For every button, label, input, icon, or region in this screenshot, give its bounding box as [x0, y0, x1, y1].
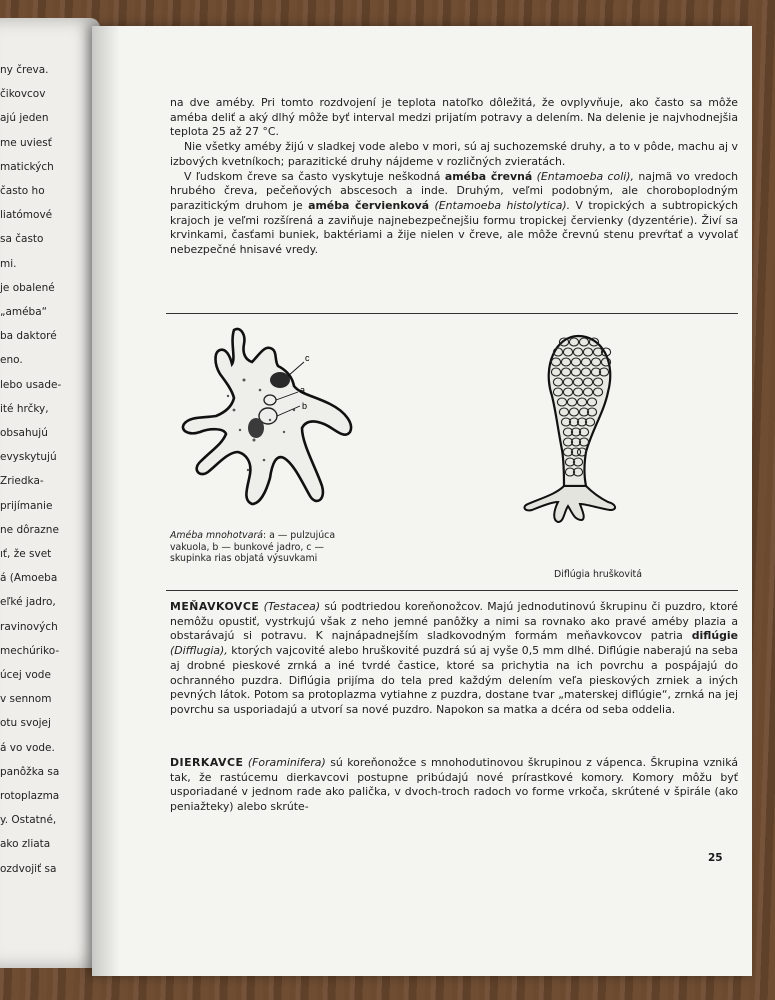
left-page-line: ne dôrazne — [0, 523, 59, 536]
section-testacea — [170, 600, 738, 718]
left-page-line: á (Amoeba — [0, 572, 58, 585]
left-page-line: matických — [0, 160, 54, 173]
paragraph-intestinal-amoeba: V ľudskom čreve sa často vyskytuje neškodná améba črevná (Entamoeba coli), najmä vo vredoch hrubého čreva, pečeňových abscesoch a inde. Druhým, veľmi podobným, ale choroboplodným parazitickým druhom je améba červienková (Entamoeba histolytica). V tropických a subtropických krajoch je veľmi rozšírená a zaviňuje najnebezpečnejšiu formu tropickej červienky (dyzentérie). Živí sa krvinkami, časťami buniek, baktériami a žije nielen v čreve, ale môže črevnú stenu prevŕtať a vyvolať nebezpečné hnisavé vredy. — [170, 169, 739, 257]
top-text-block — [170, 96, 738, 258]
label-c: c — [305, 353, 310, 363]
left-page-line: mi. — [0, 257, 17, 270]
left-page-line: často ho — [0, 185, 45, 197]
paragraph-habitats: Nie všetky améby žijú v sladkej vode alebo v mori, sú aj suchozemské druhy, a to v pôde, machu aj v izbových kvetníkoch; parazitické druhy nájdeme v rozličných zvieratách. — [170, 140, 738, 168]
left-page-edge — [0, 18, 100, 968]
left-page-line: evyskytujú — [0, 451, 57, 464]
left-page-line: y. Ostatné, — [0, 814, 57, 827]
paragraph-division: na dve améby. Pri tomto rozdvojení je teplota natoľko dôležitá, že ovplyvňuje, ako často sa môže améba deliť a aký dlhý môže byť interval medzi prijatím potravy a delením. Na delenie je najvhodnejšia teplota 25 až 27 °C. — [170, 96, 738, 139]
algae-cluster — [270, 372, 290, 388]
left-page-line: Zriedka- — [0, 475, 44, 488]
left-page-line: sa často — [0, 233, 44, 246]
left-page-line: me uviesť — [0, 136, 52, 149]
left-page-line: je obalené — [0, 281, 55, 294]
left-page-line: ravinových — [0, 620, 58, 633]
label-a: a — [300, 385, 306, 395]
left-page-line: ozdvojiť sa — [0, 862, 57, 875]
heading-dierkavce: DIERKAVCE — [170, 756, 244, 769]
left-page-line: liatómové — [0, 209, 53, 222]
food-vacuole — [248, 418, 264, 438]
left-page-line: „améba“ — [0, 306, 48, 318]
caption-amoeba: Améba mnohotvará: a — pulzujúca vakuola, b — bunkové jadro, c — skupinka rias objatá výsuvkami — [170, 530, 336, 565]
caption-difflugia: Diflúgia hruškovitá — [554, 569, 642, 580]
left-page-line: ba daktoré — [0, 330, 57, 343]
left-page-line: panôžka sa — [0, 765, 60, 778]
paragraph-foraminifera: DIERKAVCE (Foraminifera) sú koreňonožce s mnohodutinovou škrupinou z vápenca. Škrupina vzniká tak, že rastúcemu dierkavcovi postupne pribúdajú nové prírastkové komory. Komory môžu byť usporiadané v jednom rade ako palička, v dvoch-troch radoch vo forme vrkoča, skrútené v špirále (ako peniažteky) alebo skrúte- — [170, 756, 738, 814]
heading-menavkovce: MEŇAVKOVCE — [170, 600, 260, 613]
left-page-line: úcej vode — [0, 669, 51, 681]
amoeba-illustration — [174, 320, 374, 520]
left-page-line: čikovcov — [0, 88, 46, 101]
difflugia-illustration — [512, 326, 632, 526]
left-page-line: mechúriko- — [0, 644, 60, 657]
term-diflugie: diflúgie — [691, 629, 738, 643]
figure-top-rule — [166, 313, 738, 314]
term-ameba-cervienkova: améba červienková — [308, 198, 430, 212]
left-page-line: lebo usade- — [0, 378, 62, 391]
left-page-line: eľké jadro, — [0, 596, 56, 609]
paragraph-testacea: MEŇAVKOVCE (Testacea) sú podtriedou koreňonožcov. Majú jednodutinovú škrupinu či puzdro, ktoré nemôžu opustiť, vystrkujú však z neho jemné panôžky a nimi sa rovnako ako pravé améby plazia a obstarávajú si potravu. K najnápadnejším sladkovodným formám meňavkovcov patria diflúgie (Difflugia), ktorých vajcovité alebo hruškovité puzdrá sú aj vyše 0,5 mm dlhé. Diflúgie naberajú na seba aj drobné pieskové zrnká a iné tvrdé častice, ktoré sa prichytia na ich povrchu a pospájajú do ochranného puzdra. Diflúgia prijíma do tela pred každým delením veľa pieskových zrniek a iných pevných látok. Potom sa protoplazma vytiahne z puzdra, dostane tvar „materskej diflúgie“, zrnká na jej povrchu sa usporiadajú a utvorí sa nové puzdro. Napokon sa matka a dcéra od seba oddelia. — [170, 600, 738, 716]
left-page-line: v sennom — [0, 693, 52, 706]
term-ameba-crevna: améba črevná — [444, 169, 533, 183]
figure-bottom-rule — [166, 590, 738, 591]
label-b: b — [302, 401, 308, 411]
left-page-line: ny čreva. — [0, 64, 49, 76]
book-page — [92, 26, 752, 976]
left-page-line: ako zliata — [0, 838, 51, 851]
left-page-line: rotoplazma — [0, 790, 60, 802]
left-page-line: ité hrčky, — [0, 402, 49, 415]
left-page-line: eno. — [0, 354, 23, 367]
left-page-line: prijímanie — [0, 499, 53, 512]
spine-shadow — [92, 26, 120, 976]
section-foraminifera — [170, 756, 738, 815]
left-page-line: á vo vode. — [0, 741, 55, 754]
left-page-line: ıť, že svet — [0, 548, 52, 560]
left-page-line: obsahujú — [0, 427, 48, 439]
page-number: 25 — [708, 852, 723, 864]
left-page-line: ajú jeden — [0, 112, 49, 125]
left-page-line: otu svojej — [0, 717, 51, 730]
